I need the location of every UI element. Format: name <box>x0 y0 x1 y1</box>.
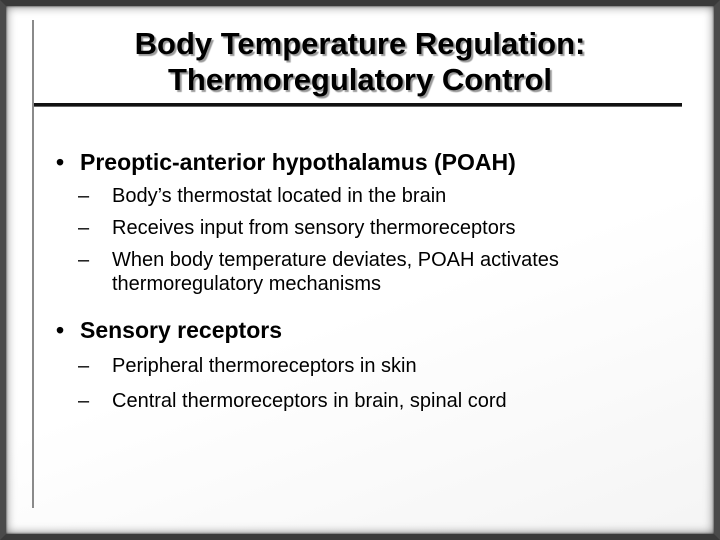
sub-bullet-item <box>52 389 682 413</box>
bullet-text: Preoptic-anterior hypothalamus (POAH) <box>80 149 516 175</box>
dash-marker: – <box>78 185 90 207</box>
slide-title <box>60 26 660 98</box>
bullet-group-sensory <box>52 316 682 413</box>
sub-bullet-text-continued: thermoregulatory mechanisms <box>112 273 381 295</box>
sub-bullet-item <box>52 216 682 240</box>
vertical-divider <box>32 20 34 508</box>
bullet-text: Sensory receptors <box>80 317 282 343</box>
title-underline <box>34 103 682 106</box>
bullet-group-poah <box>52 148 682 296</box>
dash-marker: – <box>78 355 90 377</box>
bullet-marker: • <box>56 317 65 343</box>
dash-marker: – <box>78 390 90 412</box>
bullet-item <box>52 148 682 176</box>
slide-body <box>52 148 682 413</box>
sub-bullet-text: Receives input from sensory thermoreceptors <box>112 217 516 239</box>
dash-marker: – <box>78 217 90 239</box>
sub-bullet-text: Body’s thermostat located in the brain <box>112 185 447 207</box>
bullet-item <box>52 316 682 344</box>
sub-bullet-item <box>52 248 682 296</box>
bullet-marker: • <box>56 149 65 175</box>
sub-bullet-text: When body temperature deviates, POAH activates <box>112 249 559 271</box>
sub-bullet-text: Peripheral thermoreceptors in skin <box>112 355 417 377</box>
sub-bullet-item <box>52 184 682 208</box>
dash-marker: – <box>78 249 90 271</box>
sub-bullet-item <box>52 354 682 378</box>
title-line-1: Body Temperature Regulation: <box>134 26 586 61</box>
sub-bullet-text: Central thermoreceptors in brain, spinal cord <box>112 390 507 412</box>
title-line-2: Thermoregulatory Control <box>167 62 553 97</box>
